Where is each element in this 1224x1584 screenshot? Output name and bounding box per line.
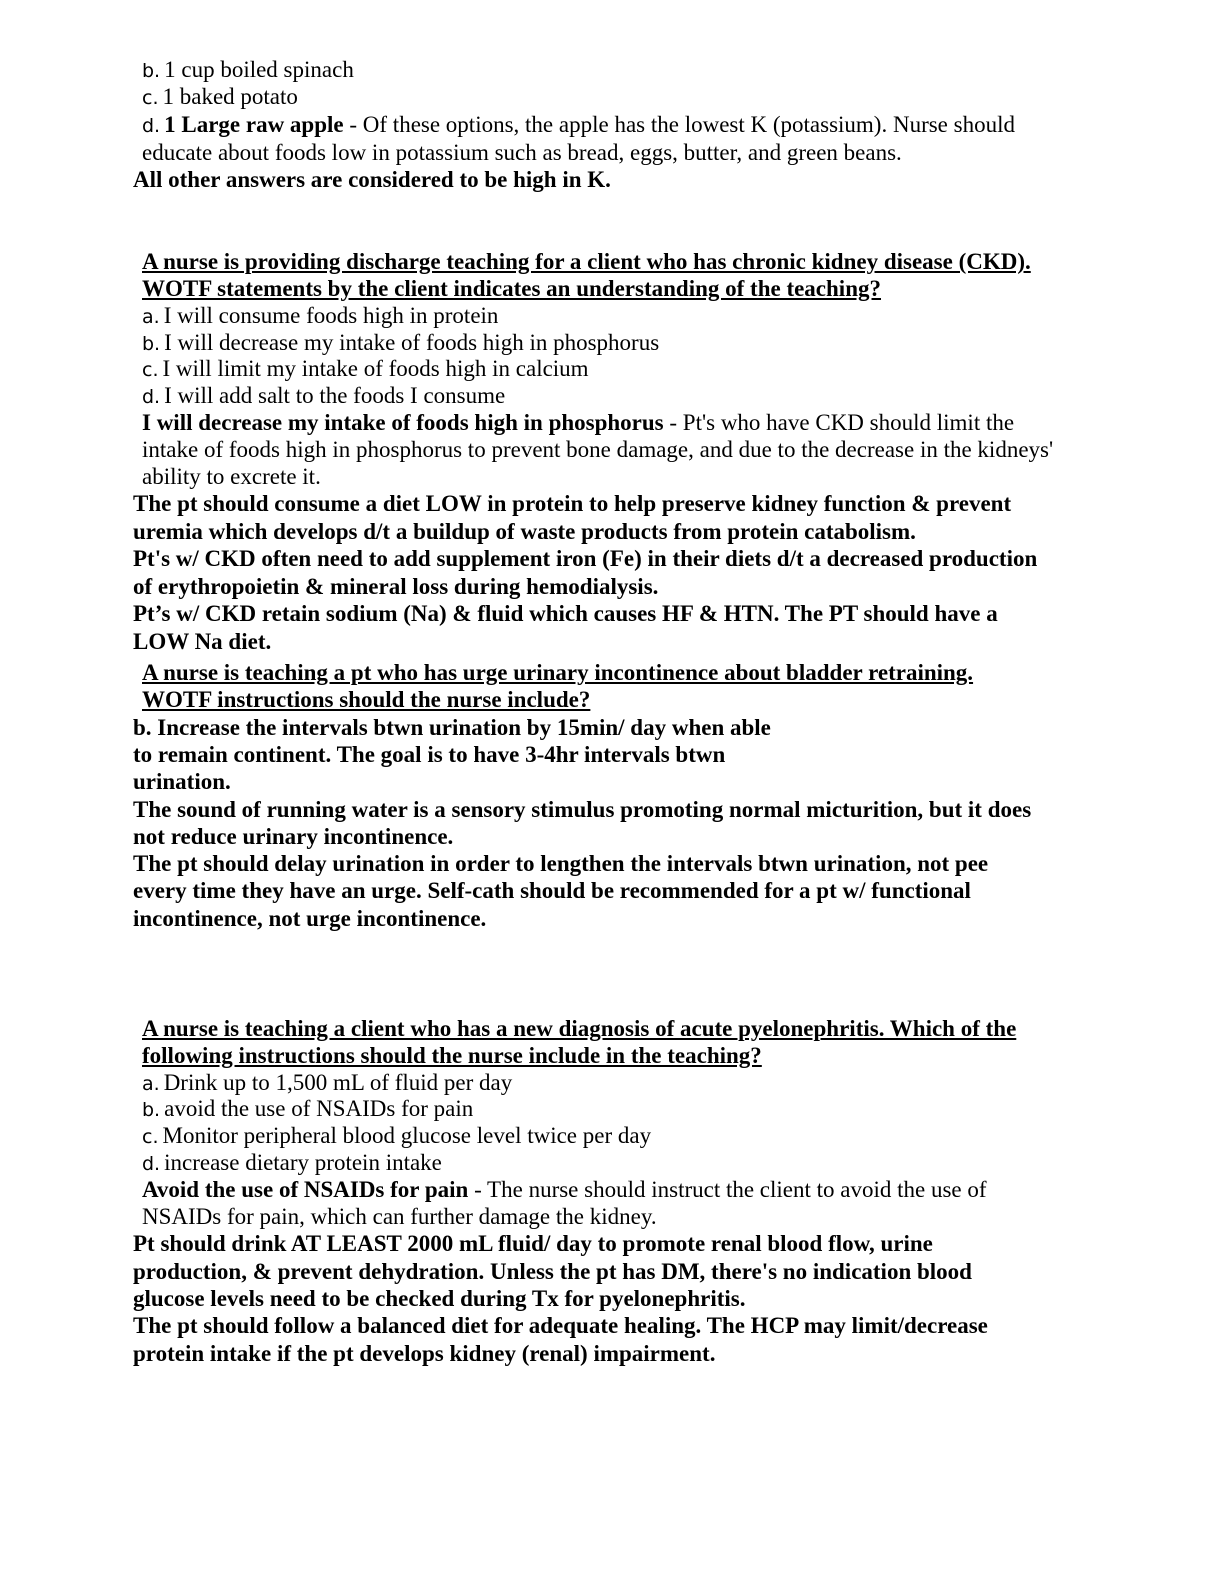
- option-text: Monitor peripheral blood glucose level twice per day: [162, 1123, 652, 1148]
- option-text: Drink up to 1,500 mL of fluid per day: [163, 1070, 513, 1095]
- option-label: d.: [142, 386, 161, 408]
- answer-bold: 1 Large raw apple: [164, 112, 344, 137]
- option-label: d.: [142, 1153, 161, 1175]
- answer-explanation: - The nurse should instruct the client to avoid the use of: [468, 1177, 987, 1202]
- rationale-note: All other answers are considered to be high in K.: [133, 167, 611, 192]
- option-d: [142, 382, 505, 411]
- option-label: c.: [142, 1126, 159, 1148]
- question-heading-cont: WOTF statements by the client indicates an understanding of the teaching?: [142, 276, 881, 301]
- rationale-note: incontinence, not urge incontinence.: [133, 906, 487, 931]
- rationale-note: protein intake if the pt develops kidney (renal) impairment.: [133, 1341, 716, 1366]
- option-b: [142, 56, 354, 85]
- option-label: b.: [142, 60, 161, 82]
- rationale-note: uremia which develops d/t a buildup of waste products from protein catabolism.: [133, 519, 916, 544]
- rationale-note: The sound of running water is a sensory stimulus promoting normal micturition, but it does: [133, 797, 1032, 822]
- option-text: increase dietary protein intake: [164, 1150, 442, 1175]
- answer-explanation: - Pt's who have CKD should limit the: [663, 410, 1015, 435]
- rationale-note: of erythropoietin & mineral loss during hemodialysis.: [133, 574, 659, 599]
- answer-bold: I will decrease my intake of foods high in phosphorus: [142, 410, 664, 435]
- option-label: b.: [142, 1099, 161, 1121]
- option-text: I will decrease my intake of foods high in phosphorus: [164, 330, 660, 355]
- option-label: b.: [142, 333, 161, 355]
- option-a: [142, 1069, 512, 1098]
- option-label: a.: [142, 306, 160, 328]
- option-b: [142, 1095, 473, 1124]
- option-text: 1 cup boiled spinach: [164, 57, 354, 82]
- option-label: a.: [142, 1073, 160, 1095]
- rationale-note: Pt should drink AT LEAST 2000 mL fluid/ day to promote renal blood flow, urine: [133, 1231, 933, 1256]
- option-c: [142, 355, 589, 384]
- rationale-note: LOW Na diet.: [133, 629, 272, 654]
- rationale-note: every time they have an urge. Self-cath should be recommended for a pt w/ functional: [133, 878, 971, 903]
- question-heading-cont: WOTF instructions should the nurse include?: [142, 687, 591, 712]
- option-text: I will consume foods high in protein: [163, 303, 499, 328]
- option-d: [142, 1149, 442, 1178]
- rationale-note: Pt’s w/ CKD retain sodium (Na) & fluid which causes HF & HTN. The PT should have a: [133, 601, 998, 626]
- answer-explanation-cont: NSAIDs for pain, which can further damage the kidney.: [142, 1204, 657, 1229]
- answer-note: urination.: [133, 769, 231, 794]
- rationale-note: not reduce urinary incontinence.: [133, 824, 454, 849]
- option-label: c.: [142, 359, 159, 381]
- question-heading: A nurse is providing discharge teaching for a client who has chronic kidney disease (CKD).: [142, 249, 1031, 274]
- answer-explanation-cont: educate about foods low in potassium such as bread, eggs, butter, and green beans.: [142, 140, 902, 165]
- option-c: [142, 1122, 651, 1151]
- rationale-note: The pt should delay urination in order to lengthen the intervals btwn urination, not pee: [133, 851, 989, 876]
- rationale-note: production, & prevent dehydration. Unless the pt has DM, there's no indication blood: [133, 1259, 972, 1284]
- answer-explanation: - Of these options, the apple has the lowest K (potassium). Nurse should: [343, 112, 1015, 137]
- option-text: I will add salt to the foods I consume: [164, 383, 506, 408]
- option-text: 1 baked potato: [162, 84, 298, 109]
- option-a: [142, 302, 498, 331]
- question-heading: A nurse is teaching a client who has a new diagnosis of acute pyelonephritis. Which of the: [142, 1016, 1017, 1041]
- option-text: avoid the use of NSAIDs for pain: [164, 1096, 474, 1121]
- option-label: d.: [142, 115, 161, 137]
- rationale-note: Pt's w/ CKD often need to add supplement iron (Fe) in their diets d/t a decreased production: [133, 546, 1038, 571]
- answer-line: [142, 1176, 987, 1204]
- option-d-answer: [142, 111, 1015, 140]
- rationale-note: The pt should follow a balanced diet for adequate healing. The HCP may limit/decrease: [133, 1313, 988, 1338]
- question-heading: A nurse is teaching a pt who has urge urinary incontinence about bladder retraining.: [142, 660, 974, 685]
- answer-note: b. Increase the intervals btwn urination by 15min/ day when able: [133, 715, 771, 740]
- question-heading-cont: following instructions should the nurse include in the teaching?: [142, 1043, 762, 1068]
- answer-note: to remain continent. The goal is to have 3-4hr intervals btwn: [133, 742, 726, 767]
- rationale-note: glucose levels need to be checked during Tx for pyelonephritis.: [133, 1286, 746, 1311]
- answer-bold: Avoid the use of NSAIDs for pain: [142, 1177, 469, 1202]
- answer-explanation-cont: ability to excrete it.: [142, 464, 321, 489]
- option-b: [142, 329, 659, 358]
- answer-explanation-cont: intake of foods high in phosphorus to prevent bone damage, and due to the decrease in the kidneys': [142, 437, 1054, 462]
- option-text: I will limit my intake of foods high in calcium: [162, 356, 589, 381]
- option-label: c.: [142, 87, 159, 109]
- rationale-note: The pt should consume a diet LOW in protein to help preserve kidney function & prevent: [133, 491, 1012, 516]
- option-c: [142, 83, 298, 112]
- answer-line: [142, 409, 1014, 437]
